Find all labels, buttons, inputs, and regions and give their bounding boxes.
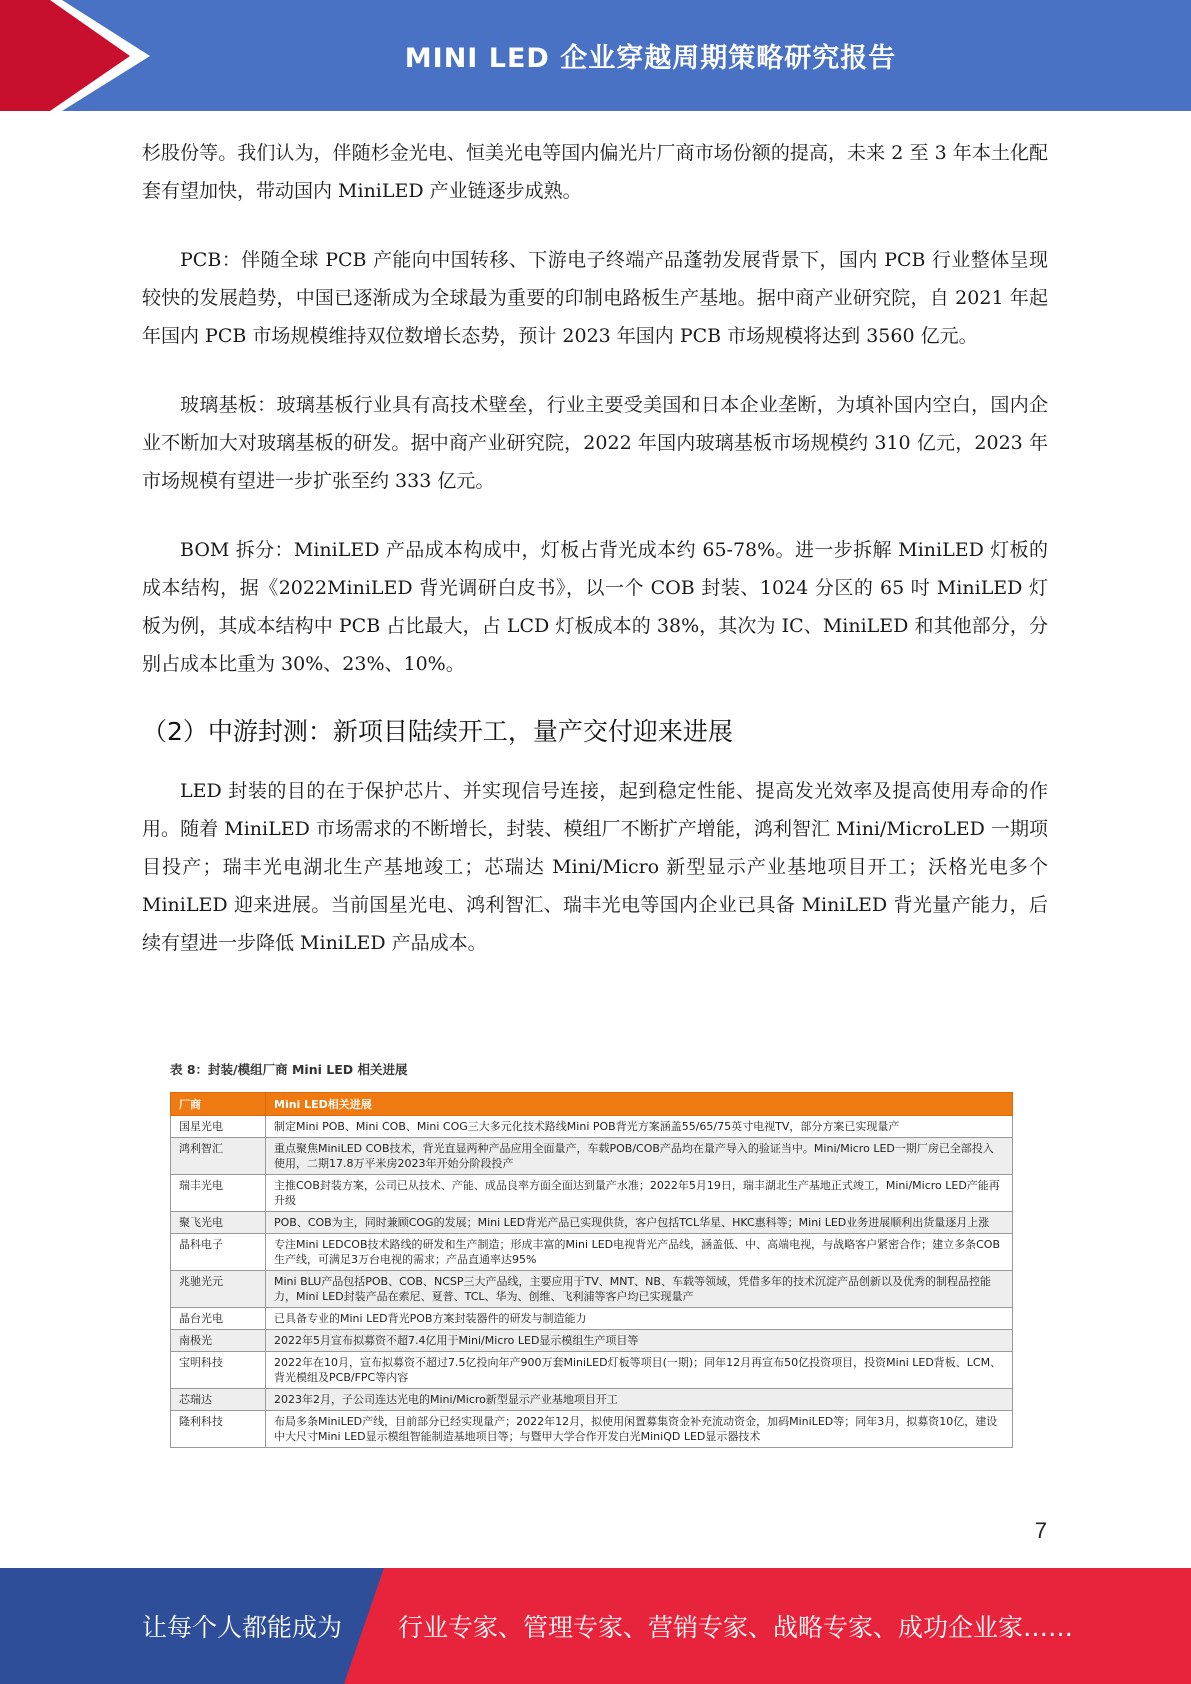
vendor-cell: 宝明科技 (171, 1352, 266, 1389)
table-row (171, 1175, 1013, 1212)
progress-cell: 主推COB封装方案，公司已从技术、产能、成品良率方面全面达到量产水准；2022年5月19日，瑞丰湖北生产基地正式竣工，Mini/Micro LED产能再升级 (266, 1175, 1013, 1212)
paragraph-pcb: PCB：伴随全球 PCB 产能向中国转移、下游电子终端产品蓬勃发展背景下，国内 PCB 行业整体呈现较快的发展趋势，中国已逐渐成为全球最为重要的印制电路板生产基地。据中商产业研究院，自 2021 年起年国内 PCB 市场规模维持双位数增长态势，预计 2023 年国内 PCB 市场规模将达到 3560 亿元。 (142, 249, 1048, 347)
progress-cell: 2023年2月，子公司连达光电的Mini/Micro新型显示产业基地项目开工 (266, 1389, 1013, 1411)
progress-cell: 布局多条MiniLED产线，目前部分已经实现量产；2022年12月，拟使用闲置募集资金补充流动资金，加码MiniLED等；同年3月，拟募资10亿，建设中大尺寸Mini LED显示模组智能制造基地项目等；与暨甲大学合作开发白光MiniQD LED显示器技术 (266, 1411, 1013, 1448)
vendor-cell: 瑞丰光电 (171, 1175, 266, 1212)
progress-cell: POB、COB为主，同时兼顾COG的发展；Mini LED背光产品已实现供货，客户包括TCL华星、HKC惠科等；Mini LED业务进展顺利出货量逐月上涨 (266, 1212, 1013, 1234)
progress-cell: 2022年在10月，宣布拟募资不超过7.5亿投向年产900万套MiniLED灯板等项目(一期)；同年12月再宣布50亿投资项目，投资Mini LED背板、LCM、背光模组及PCB/FPC等内容 (266, 1352, 1013, 1389)
progress-cell: 2022年5月宣布拟募资不超7.4亿用于Mini/Micro LED显示模组生产项目等 (266, 1330, 1013, 1352)
progress-cell: 专注Mini LEDCOB技术路线的研发和生产制造；形成丰富的Mini LED电视背光产品线，涵盖低、中、高端电视，与战略客户紧密合作；建立多条COB生产线，可满足3万台电视的需求；产品直通率达95% (266, 1234, 1013, 1271)
table-row (171, 1308, 1013, 1330)
vendor-cell: 晶台光电 (171, 1308, 266, 1330)
table-header-row (171, 1093, 1013, 1116)
page-number: 7 (1034, 1518, 1047, 1543)
table-row (171, 1271, 1013, 1308)
packaging-progress-table (170, 1092, 1013, 1448)
section-heading: （2）中游封测：新项目陆续开工，量产交付迎来进展 (142, 717, 733, 746)
body-content (142, 134, 1048, 993)
report-title: MINI LED 企业穿越周期策略研究报告 (404, 43, 897, 74)
paragraph-polarizer: 杉股份等。我们认为，伴随杉金光电、恒美光电等国内偏光片厂商市场份额的提高，未来 2 至 3 年本土化配套有望加快，带动国内 MiniLED 产业链逐步成熟。 (142, 142, 1048, 202)
paragraph-bom: BOM 拆分：MiniLED 产品成本构成中，灯板占背光成本约 65-78%。进一步拆解 MiniLED 灯板的成本结构，据《2022MiniLED 背光调研白皮书》，以一个 COB 封装、1024 分区的 65 吋 MiniLED 灯板为例，其成本结构中 PCB 占比最大，占 LCD 灯板成本的 38%，其次为 IC、MiniLED 和其他部分，分别占成本比重为 30%、23%、10%。 (142, 539, 1048, 675)
vendor-cell: 晶科电子 (171, 1234, 266, 1271)
table-caption: 表 8：封装/模组厂商 Mini LED 相关进展 (170, 1062, 408, 1077)
progress-cell: 制定Mini POB、Mini COB、Mini COG三大多元化技术路线Mini POB背光方案涵盖55/65/75英寸电视TV，部分方案已实现量产 (266, 1116, 1013, 1138)
vendor-cell: 南极光 (171, 1330, 266, 1352)
page-header (0, 0, 1191, 111)
vendor-cell: 鸿利智汇 (171, 1138, 266, 1175)
progress-cell: 已具备专业的Mini LED背光POB方案封装器件的研发与制造能力 (266, 1308, 1013, 1330)
table-row (171, 1212, 1013, 1234)
progress-cell: Mini BLU产品包括POB、COB、NCSP三大产品线，主要应用于TV、MNT、NB、车载等领域，凭借多年的技术沉淀产品创新以及优秀的制程品控能力，Mini LED封装产品在索尼、夏普、TCL、华为、创维、飞利浦等客户均已实现量产 (266, 1271, 1013, 1308)
page-footer (0, 1568, 1191, 1684)
table-row (171, 1116, 1013, 1138)
progress-cell: 重点聚焦MiniLED COB技术，背光直显两种产品应用全面量产，车载POB/COB产品均在量产导入的验证当中。Mini/Micro LED一期厂房已全部投入使用，二期17.8万平米房2023年开始分阶段投产 (266, 1138, 1013, 1175)
vendor-cell: 兆驰光元 (171, 1271, 266, 1308)
vendor-cell: 聚飞光电 (171, 1212, 266, 1234)
footer-slogan-right: 行业专家、管理专家、营销专家、战略专家、成功企业家…… (398, 1613, 1074, 1642)
table-header-progress: Mini LED相关进展 (266, 1093, 1013, 1116)
header-red-arrow (0, 0, 130, 111)
table-row (171, 1234, 1013, 1271)
paragraph-packaging: LED 封装的目的在于保护芯片、并实现信号连接，起到稳定性能、提高发光效率及提高使用寿命的作用。随着 MiniLED 市场需求的不断增长，封装、模组厂不断扩产增能，鸿利智汇 Mini/MicroLED 一期项目投产；瑞丰光电湖北生产基地竣工；芯瑞达 Mini/Micro 新型显示产业基地项目开工；沃格光电多个 MiniLED 迎来进展。当前国星光电、鸿利智汇、瑞丰光电等国内企业已具备 MiniLED 背光量产能力，后续有望进一步降低 MiniLED 产品成本。 (142, 780, 1048, 954)
vendor-cell: 芯瑞达 (171, 1389, 266, 1411)
table-row (171, 1352, 1013, 1389)
table-header-vendor: 厂商 (171, 1093, 266, 1116)
table-container (170, 1060, 1013, 1448)
table-row (171, 1330, 1013, 1352)
paragraph-glass-substrate: 玻璃基板：玻璃基板行业具有高技术壁垒，行业主要受美国和日本企业垄断，为填补国内空白，国内企业不断加大对玻璃基板的研发。据中商产业研究院，2022 年国内玻璃基板市场规模约 310 亿元，2023 年市场规模有望进一步扩张至约 333 亿元。 (142, 394, 1048, 492)
table-row (171, 1411, 1013, 1448)
vendor-cell: 国星光电 (171, 1116, 266, 1138)
footer-slogan-left: 让每个人都能成为 (142, 1613, 343, 1642)
table-row (171, 1138, 1013, 1175)
vendor-cell: 隆利科技 (171, 1411, 266, 1448)
table-row (171, 1389, 1013, 1411)
